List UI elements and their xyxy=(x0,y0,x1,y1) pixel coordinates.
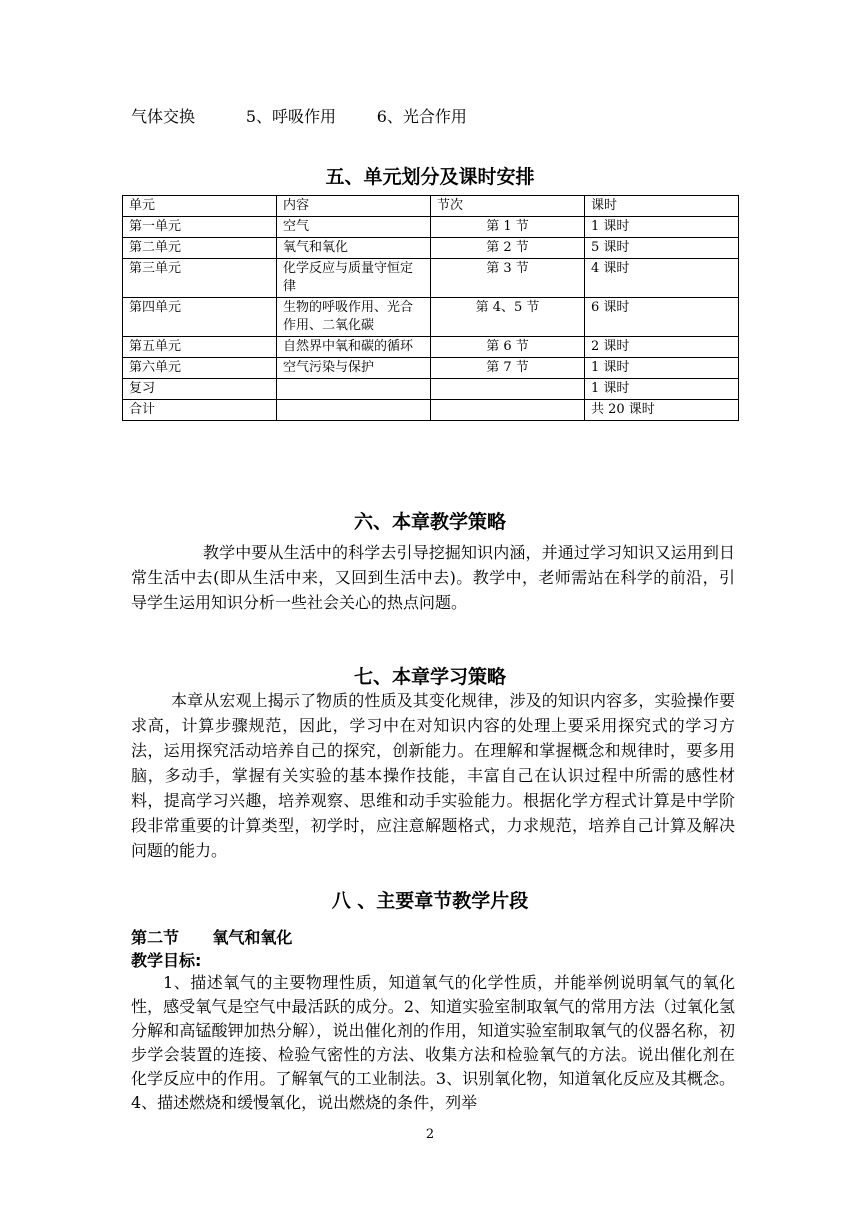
table-cell: 6 课时 xyxy=(585,298,739,337)
table-row xyxy=(123,358,739,379)
table-cell: 生物的呼吸作用、光合作用、二氧化碳 xyxy=(277,298,431,337)
table-cell: 第 1 节 xyxy=(431,217,585,238)
unit-table xyxy=(122,195,739,421)
table-row xyxy=(123,337,739,358)
table-cell: 空气 xyxy=(277,217,431,238)
page-number: 2 xyxy=(425,1127,435,1142)
section8-title: 八 、主要章节教学片段 xyxy=(331,890,529,912)
table-cell: 化学反应与质量守恒定律 xyxy=(277,259,431,298)
header-cell: 内容 xyxy=(277,196,431,217)
table-cell: 共 20 课时 xyxy=(585,400,739,421)
header-cell: 单元 xyxy=(123,196,277,217)
table-cell: 第二单元 xyxy=(123,238,277,259)
goal-paragraph: 1、描述氧气的主要物理性质，知道氧气的化学性质，并能举例说明氧气的氧化性，感受氧气是空气中最活跃的成分。2、知道实验室制取氧气的常用方法（过氧化氢分解和高锰酸钾加热分解），说出催化剂的作用，知道实验室制取氧气的仪器名称，初步学会装置的连接、检验气密性的方法、收集方法和检验氧气的方法。说出催化剂在化学反应中的作用。了解氧气的工业制法。3、识别氧化物，知道氧化反应及其概念。4、描述燃烧和缓慢氧化，说出燃烧的条件，列举 xyxy=(131,973,735,1112)
table-cell: 氧气和氧化 xyxy=(277,238,431,259)
table-cell: 第三单元 xyxy=(123,259,277,298)
table-cell: 第六单元 xyxy=(123,358,277,379)
table-cell: 第四单元 xyxy=(123,298,277,337)
table-cell: 空气污染与保护 xyxy=(277,358,431,379)
table-row xyxy=(123,400,739,421)
table-row xyxy=(123,379,739,400)
table-cell: 第 4、5 节 xyxy=(431,298,585,337)
section7-title: 七、本章学习策略 xyxy=(353,666,506,688)
table-cell: 第五单元 xyxy=(123,337,277,358)
table-cell: 4 课时 xyxy=(585,259,739,298)
table-cell: 第 2 节 xyxy=(431,238,585,259)
table-cell: 第 7 节 xyxy=(431,358,585,379)
section6-paragraph: 教学中要从生活中的科学去引导挖掘知识内涵，并通过学习知识又运用到日常生活中去(即从生活中来，又回到生活中去)。教学中，老师需站在科学的前沿，引导学生运用知识分析一些社会关心的热点问题。 xyxy=(131,543,735,612)
table-cell xyxy=(431,379,585,400)
table-cell: 第一单元 xyxy=(123,217,277,238)
table-cell: 第 3 节 xyxy=(431,259,585,298)
section5-title: 五、单元划分及课时安排 xyxy=(325,166,535,188)
section-subtitle: 第二节 氧气和氧化 xyxy=(131,928,293,947)
table-cell xyxy=(277,379,431,400)
header-cell: 课时 xyxy=(585,196,739,217)
table-cell: 复习 xyxy=(123,379,277,400)
table-cell: 1 课时 xyxy=(585,379,739,400)
table-row xyxy=(123,217,739,238)
table-cell: 5 课时 xyxy=(585,238,739,259)
table-cell: 1 课时 xyxy=(585,358,739,379)
table-cell: 自然界中氧和碳的循环 xyxy=(277,337,431,358)
table-header-row xyxy=(123,196,739,217)
section6-title: 六、本章教学策略 xyxy=(353,511,506,533)
table-cell xyxy=(431,400,585,421)
table-row xyxy=(123,259,739,298)
goal-label: 教学目标: xyxy=(131,951,202,970)
top-line: 气体交换 5、呼吸作用 6、光合作用 xyxy=(131,107,467,126)
header-cell: 节次 xyxy=(431,196,585,217)
table-cell: 1 课时 xyxy=(585,217,739,238)
table-cell: 合计 xyxy=(123,400,277,421)
table-cell: 第 6 节 xyxy=(431,337,585,358)
table-row xyxy=(123,298,739,337)
table-cell xyxy=(277,400,431,421)
section7-paragraph: 本章从宏观上揭示了物质的性质及其变化规律，涉及的知识内容多，实验操作要求高，计算步骤规范，因此，学习中在对知识内容的处理上要采用探究式的学习方法，运用探究活动培养自己的探究，创新能力。在理解和掌握概念和规律时，要多用脑，多动手，掌握有关实验的基本操作技能，丰富自己在认识过程中所需的感性材料，提高学习兴趣，培养观察、思维和动手实验能力。根据化学方程式计算是中学阶段非常重要的计算类型，初学时，应注意解题格式，力求规范，培养自己计算及解决问题的能力。 xyxy=(131,691,735,860)
table-row xyxy=(123,238,739,259)
table-cell: 2 课时 xyxy=(585,337,739,358)
